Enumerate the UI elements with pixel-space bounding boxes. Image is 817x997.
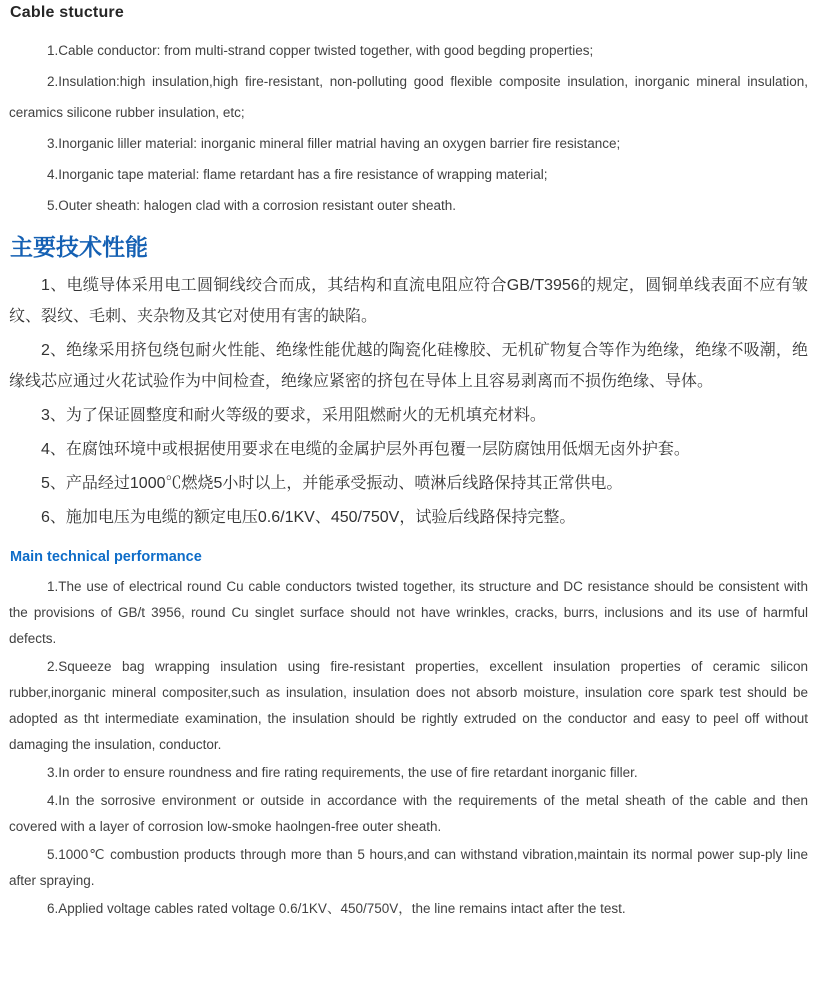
cable-structure-title: Cable stucture [10, 4, 124, 21]
cable-structure-item-2: 2.Insulation:high insulation,high fire-resistant, non-polluting good flexible composite insulation, inorganic mineral insulation, ceramics silicone rubber insulation, etc; [9, 74, 808, 120]
main-technical-en-item-4: 4.In the sorrosive environment or outside in accordance with the requirements of the metal sheath of the cable and then covered with a layer of corrosion low-smoke haolngen-free outer sheath. [9, 793, 808, 834]
cable-structure-item-5: 5.Outer sheath: halogen clad with a corrosion resistant outer sheath. [47, 198, 456, 213]
main-technical-cn-item-5: 5、产品经过1000℃燃烧5小时以上，并能承受振动、喷淋后线路保持其正常供电。 [41, 475, 623, 492]
main-technical-en-item-2: 2.Squeeze bag wrapping insulation using fire-resistant properties, excellent insulation properties of ceramic silicon rubber,inorganic mineral compositer,such as insulation, insulation does not absorb moisture, insulation core spark test should be adopted as tht intermediate examination, the insulation should be rightly extruded on the conductor and easy to peel off without damaging the insulation, conductor. [9, 659, 808, 752]
main-technical-en-item-6: 6.Applied voltage cables rated voltage 0.6/1KV、450/750V，the line remains intact after the test. [47, 901, 626, 916]
main-technical-cn-list [9, 270, 808, 533]
main-technical-en-list [9, 574, 808, 922]
cable-structure-item-3: 3.Inorganic liller material: inorganic mineral filler matrial having an oxygen barrier fire resistance; [47, 136, 621, 151]
main-technical-en-title: Main technical performance [10, 549, 202, 565]
cable-structure-item-4: 4.Inorganic tape material: flame retardant has a fire resistance of wrapping material; [47, 167, 548, 182]
main-technical-en-item-1: 1.The use of electrical round Cu cable conductors twisted together, its structure and DC resistance should be consistent with the provisions of GB/t 3956, round Cu singlet surface should not have wrinkles, cracks, burrs, inclusions and its use of harmful defects. [9, 579, 808, 646]
main-technical-cn-item-6: 6、施加电压为电缆的额定电压0.6/1KV、450/750V，试验后线路保持完整。 [41, 509, 576, 526]
cable-structure-list [9, 35, 808, 221]
section-cable-structure [9, 3, 808, 221]
section-main-technical-cn [9, 233, 808, 533]
main-technical-cn-item-1: 1、电缆导体采用电工圆铜线绞合而成，其结构和直流电阻应符合GB/T3956的规定，圆铜单线表面不应有皱纹、裂纹、毛刺、夹杂物及其它对使用有害的缺陷。 [9, 277, 808, 325]
main-technical-en-item-3: 3.In order to ensure roundness and fire rating requirements, the use of fire retardant inorganic filler. [47, 765, 638, 780]
main-technical-cn-title: 主要技术性能 [10, 234, 148, 260]
cable-structure-item-1: 1.Cable conductor: from multi-strand copper twisted together, with good begding properties; [47, 43, 594, 58]
main-technical-en-item-5: 5.1000℃ combustion products through more than 5 hours,and can withstand vibration,maintain its normal power sup-ply line after spraying. [9, 847, 808, 888]
section-main-technical-en [9, 548, 808, 922]
main-technical-cn-item-4: 4、在腐蚀环境中或根据使用要求在电缆的金属护层外再包覆一层防腐蚀用低烟无卤外护套。 [41, 441, 690, 458]
main-technical-cn-item-2: 2、绝缘采用挤包绕包耐火性能、绝缘性能优越的陶瓷化硅橡胶、无机矿物复合等作为绝缘，绝缘不吸潮，绝缘线芯应通过火花试验作为中间检查，绝缘应紧密的挤包在导体上且容易剥离而不损伤绝缘、导体。 [9, 342, 808, 390]
main-technical-cn-item-3: 3、为了保证圆整度和耐火等级的要求，采用阻燃耐火的无机填充材料。 [41, 407, 546, 424]
